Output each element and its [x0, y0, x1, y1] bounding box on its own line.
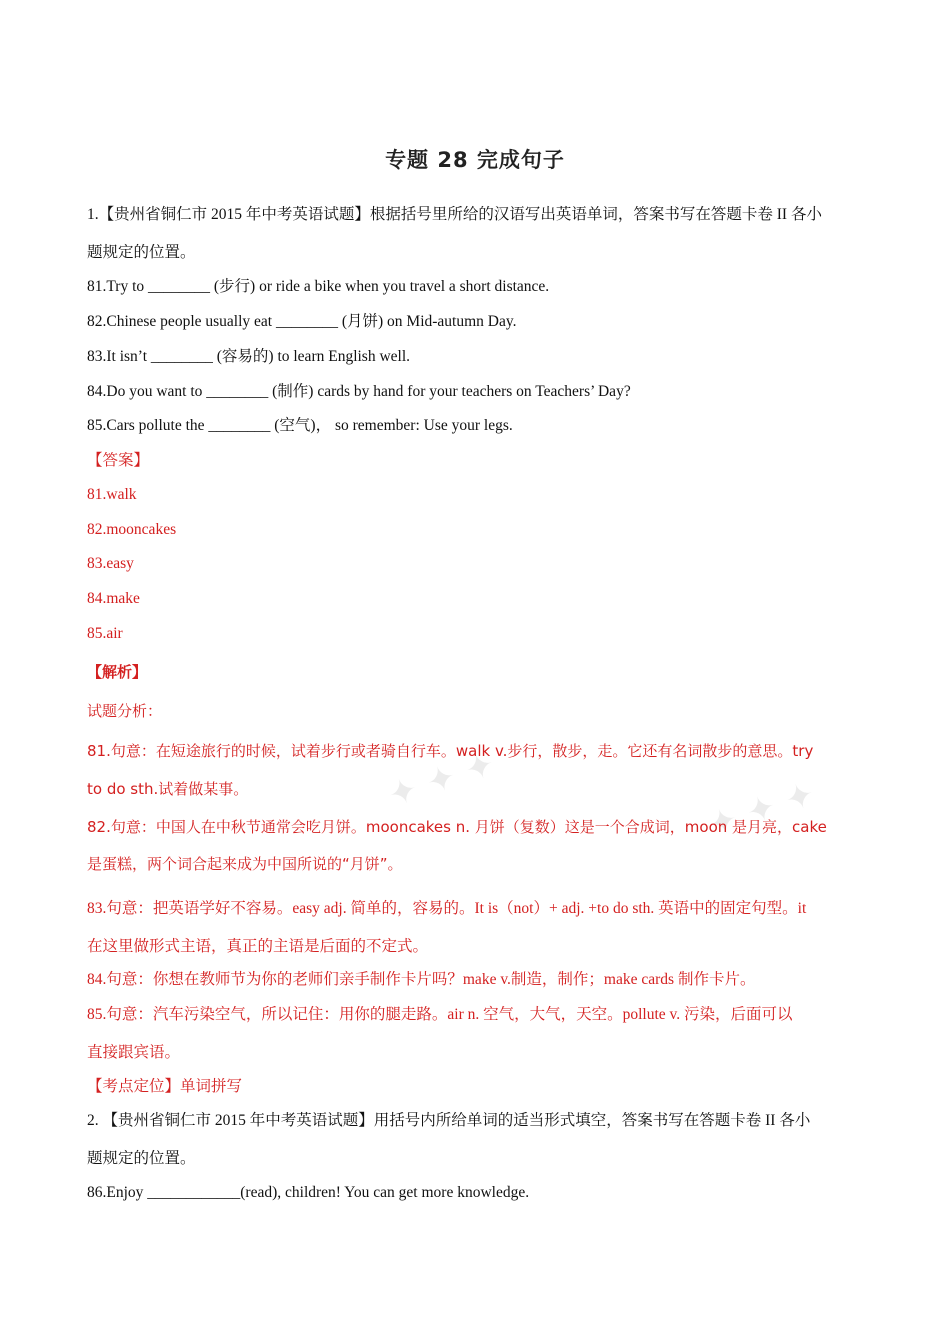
analysis-82-cont: 是蛋糕，两个词合起来成为中国所说的“月饼”。 [87, 855, 403, 873]
analysis-82: 82.句意：中国人在中秋节通常会吃月饼。mooncakes n. 月饼（复数）这是一个合成词，moon 是月亮，cake [87, 818, 827, 836]
question-86: 86.Enjoy ____________(read), children! You can get more knowledge. [87, 1184, 530, 1201]
analysis-81: 81.句意：在短途旅行的时候，试着步行或者骑自行车。walk v.步行，散步，走。它还有名词散步的意思。try [87, 742, 814, 760]
answer-82: 82.mooncakes [87, 521, 177, 538]
analysis-81-cont: to do sth.试着做某事。 [87, 780, 249, 798]
question-82: 82.Chinese people usually eat ________ (月饼) on Mid-autumn Day. [87, 313, 517, 330]
page-title: 专题 28 完成句子 [385, 148, 565, 172]
question-1-intro: 1.【贵州省铜仁市 2015 年中考英语试题】根据括号里所给的汉语写出英语单词，答案书写在答题卡卷 II 各小 [87, 206, 822, 223]
answer-label: 【答案】 [87, 452, 150, 469]
watermark-2: ✦ ✦ ✦ [703, 774, 820, 846]
analysis-83-cont: 在这里做形式主语，真正的主语是后面的不定式。 [87, 938, 429, 955]
question-2-intro-cont: 题规定的位置。 [87, 1150, 196, 1167]
analysis-label: 【解析】 [87, 663, 148, 681]
question-1-intro-cont: 题规定的位置。 [87, 244, 196, 261]
analysis-85-cont: 直接跟宾语。 [87, 1044, 181, 1061]
analysis-image-block [87, 730, 877, 880]
analysis-84: 84.句意：你想在教师节为你的老师们亲手制作卡片吗？make v.制造，制作；make cards 制作卡片。 [87, 971, 756, 988]
analysis-85: 85.句意：汽车污染空气，所以记住：用你的腿走路。air n. 空气，大气，天空。pollute v. 污染，后面可以 [87, 1006, 793, 1023]
answer-83: 83.easy [87, 555, 134, 572]
analysis-subheading: 试题分析： [87, 702, 163, 720]
question-81: 81.Try to ________ (步行) or ride a bike when you travel a short distance. [87, 278, 550, 295]
answer-81: 81.walk [87, 486, 137, 503]
question-84: 84.Do you want to ________ (制作) cards by hand for your teachers on Teachers’ Day? [87, 383, 631, 400]
test-point: 【考点定位】单词拼写 [87, 1078, 243, 1095]
answer-84: 84.make [87, 590, 140, 607]
question-83: 83.It isn’t ________ (容易的) to learn English well. [87, 348, 411, 365]
watermark-1: ✦ ✦ ✦ [383, 744, 500, 816]
analysis-83: 83.句意：把英语学好不容易。easy adj. 简单的，容易的。It is（not）+ adj. +to do sth. 英语中的固定句型。it [87, 900, 807, 917]
question-85: 85.Cars pollute the ________ (空气)， so remember: Use your legs. [87, 417, 513, 434]
question-2-intro: 2. 【贵州省铜仁市 2015 年中考英语试题】用括号内所给单词的适当形式填空，答案书写在答题卡卷 II 各小 [87, 1112, 811, 1129]
answer-85: 85.air [87, 625, 123, 642]
